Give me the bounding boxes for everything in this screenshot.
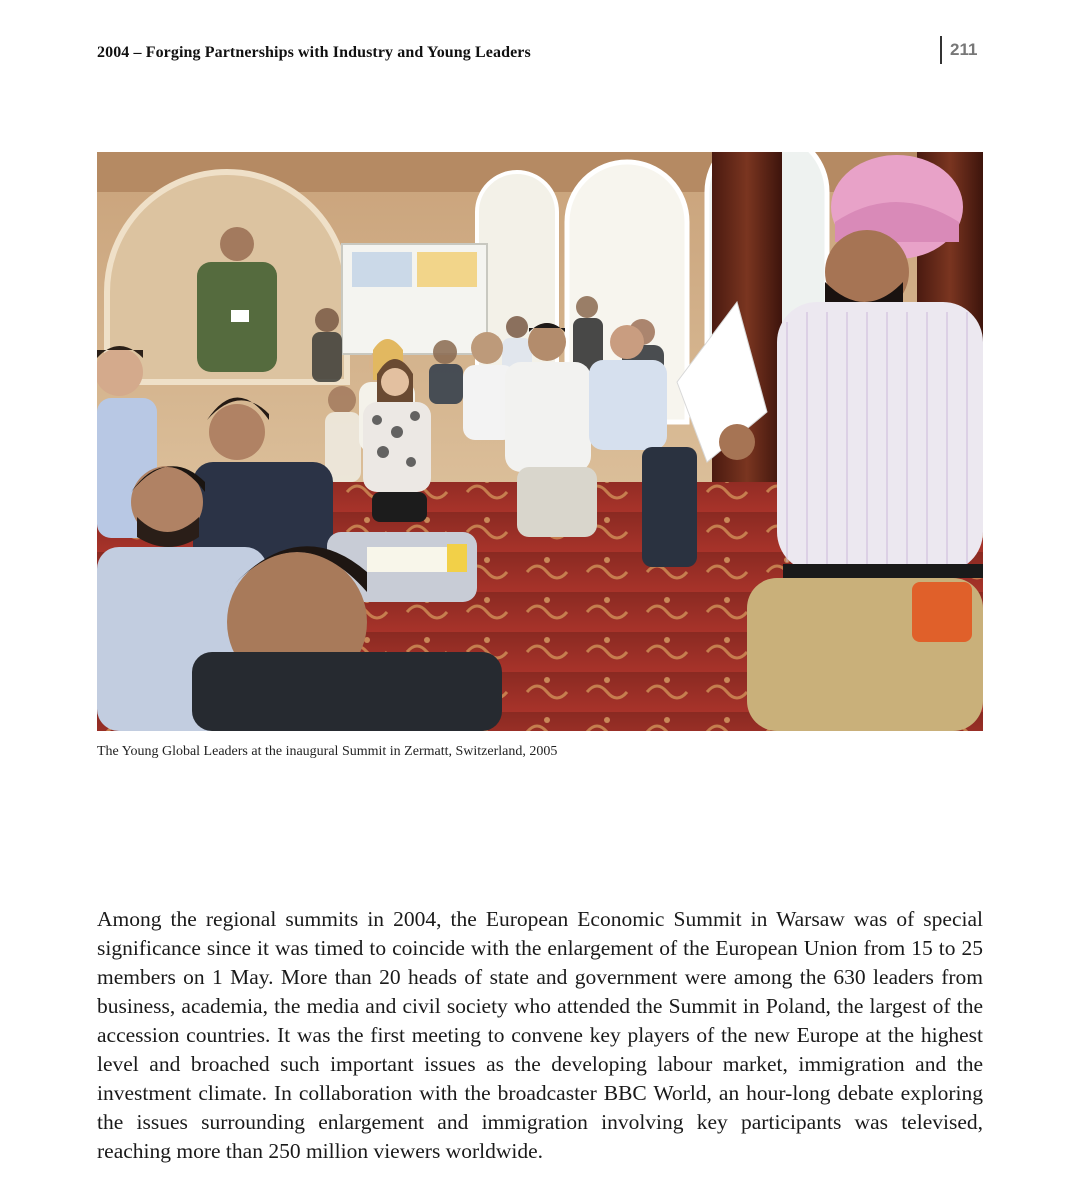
body-paragraph: Among the regional summits in 2004, the European Economic Summit in Warsaw was of special significance since it was timed to coincide with the enlargement of the European Union from 15 to 25 members on 1 May. More than 20 heads of state and government were among the 630 leaders from business, academia, the media and civil society who attended the Summit in Poland, the largest of the accession countries. It was the first meeting to convene key players of the new Europe at the highest level and broached such important issues as the developing labour market, immigration and the investment climate. In collaboration with the broadcaster BBC World, an hour-long debate exploring the issues surrounding enlargement and immigration involving key participants was televised, reaching more than 250 million viewers worldwide. <box>97 907 983 1163</box>
photo-caption: The Young Global Leaders at the inaugural Summit in Zermatt, Switzerland, 2005 <box>97 744 558 759</box>
page-number: 211 <box>950 40 978 59</box>
running-header: 2004 – Forging Partnerships with Industry and Young Leaders <box>97 44 531 61</box>
header-divider <box>940 36 942 64</box>
meeting-photo <box>97 152 983 731</box>
